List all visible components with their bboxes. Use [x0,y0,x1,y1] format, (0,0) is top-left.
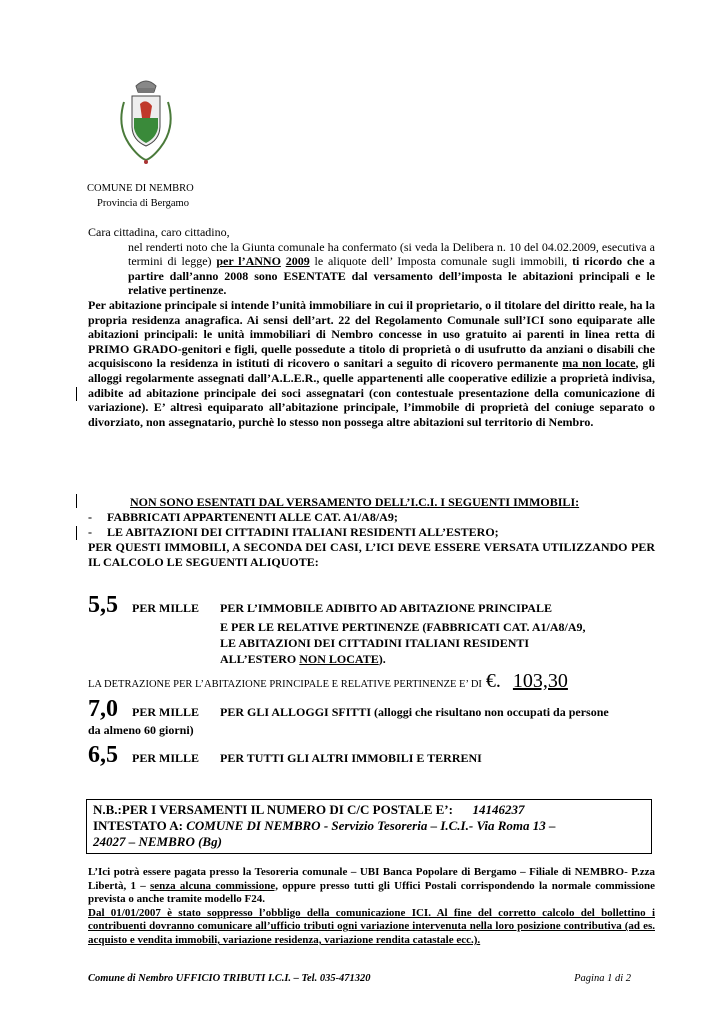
rate-5-5: 5,5 PER MILLE PER L’IMMOBILE ADIBITO AD ABITAZIONE PRINCIPALE E PER LE RELATIVE PERTINENZE (FABBRICATI CAT. A1/A8/A9, LE ABITAZIONI DEI CITTADINI ITALIANI RESIDENTI ALL’ESTERO NON LOCATE). [88,592,586,666]
page-number: Pagina 1 di 2 [574,973,631,984]
list-item: - LE ABITAZIONI DEI CITTADINI ITALIANI RESIDENTI ALL’ESTERO; [88,525,499,539]
paragraph-abitazione-principale: Per abitazione principale si intende l’unità immobiliare in cui il proprietario, o il titolare del diritto reale, ha la propria residenza anagrafica. Ai sensi dell’art. 22 del Regolamento Comunale sull’ICI sono equiparate alle abitazioni principali: le unità immobiliari di Nembro concesse in uso gratuito ai parenti in linea retta di PRIMO GRADO-genitori e figli, quelle possedute a titolo di proprietà o di usufrutto da anziani o disabili che acquisiscono la residenza in istituti di ricovero o sanitari a seguito di ricovero permanente ma non locate, gli alloggi regolarmente assegnati dall’A.L.E.R., quelle appartenenti alle cooperative edilizie a proprietà indivisa, adibite ad abitazione principale dei soci assegnatari (con contestuale presentazione della comunicazione di variazione). E’ altresì equiparato all’abitazione principale, l’immobile di proprietà del coniuge separato o divorziato, non assegnatario, purchè lo stesso non possega altre abitazioni sul territorio di Nembro. [88,297,656,429]
detrazione-amount: 103,30 [512,670,568,692]
margin-change-bar [76,387,77,401]
rate-unit: PER MILLE [132,751,200,765]
comune-crest-logo [110,78,182,170]
rate-value: 7,0 [88,696,118,722]
provincia-name: Provincia di Bergamo [97,198,189,209]
rate-7-0: 7,0 PER MILLE PER GLI ALLOGGI SFITTI (alloggi che risultano non occupati da persone da almeno 60 giorni) [88,696,609,737]
rate-6-5: 6,5 PER MILLE PER TUTTI GLI ALTRI IMMOBILI E TERRENI [88,742,482,768]
non-esenti-title: NON SONO ESENTATI DAL VERSAMENTO DELL’I.C.I. I SEGUENTI IMMOBILI: [130,495,580,509]
comune-name: COMUNE DI NEMBRO [87,183,194,194]
paragraph-aliquote: nel renderti noto che la Giunta comunale ha confermato (si veda la Delibera n. 10 del 04.02.2009, esecutiva a termini di legge) per l’ANNO 2009 le aliquote dell’ Imposta comunale sugli immobili, ti ricordo che a partire dall’anno 2008 sono ESENTATE dal versamento dell’imposta le abitazioni principali e le relative pertinenze. [128,239,656,298]
comunicazione-paragraph: Dal 01/01/2007 è stato soppresso l’obbligo della comunicazione ICI. Al fine del corretto calcolo del bollettino i contribuenti dovranno comunicare all’ufficio tributi ogni variazione intervenuta nella loro posizione contributiva (ad es. acquisto e vendita immobili, variazione residenza, variazione rendita catastale ecc.). [88,906,655,946]
rate-value: 5,5 [88,592,118,618]
rate-unit: PER MILLE [132,601,200,615]
postal-account-box: N.B.:PER I VERSAMENTI IL NUMERO DI C/C POSTALE E’: 14146237 INTESTATO A: COMUNE DI NEMBRO - Servizio Tesoreria – I.C.I.- Via Roma 13 – 24027 – NEMBRO (Bg) [86,799,652,854]
letter-body [88,225,655,429]
non-esenti-note: PER QUESTI IMMOBILI, A SECONDA DEI CASI, L’ICI DEVE ESSERE VERSATA UTILIZZANDO PER IL CALCOLO LE SEGUENTI ALIQUOTE: [88,540,655,569]
footer-office: Comune di Nembro UFFICIO TRIBUTI I.C.I. – Tel. 035-471320 [88,973,371,984]
margin-change-bar [76,494,77,508]
letter-header [87,181,194,211]
margin-change-bar [76,526,77,540]
list-item: - FABBRICATI APPARTENENTI ALLE CAT. A1/A8/A9; [88,510,398,524]
rate-value: 6,5 [88,742,118,768]
page-footer [88,973,631,984]
detrazione-line: LA DETRAZIONE PER L’ABITAZIONE PRINCIPALE E RELATIVE PERTINENZE E’ DI €. 103,30 [88,670,568,692]
payment-paragraph: L’Ici potrà essere pagata presso la Tesoreria comunale – UBI Banca Popolare di Bergamo – Filiale di NEMBRO- P.zza Libertà, 1 – senza alcuna commissione, oppure presso tutti gli Uffici Postali corrispondendo la normale commissione prevista o anche tramite modello F24. [88,866,655,906]
cc-number: 14146237 [472,802,525,817]
non-esenti-section [88,495,655,570]
salutation: Cara cittadina, caro cittadino, [88,225,230,239]
payment-info [88,866,655,948]
rate-unit: PER MILLE [132,705,200,719]
